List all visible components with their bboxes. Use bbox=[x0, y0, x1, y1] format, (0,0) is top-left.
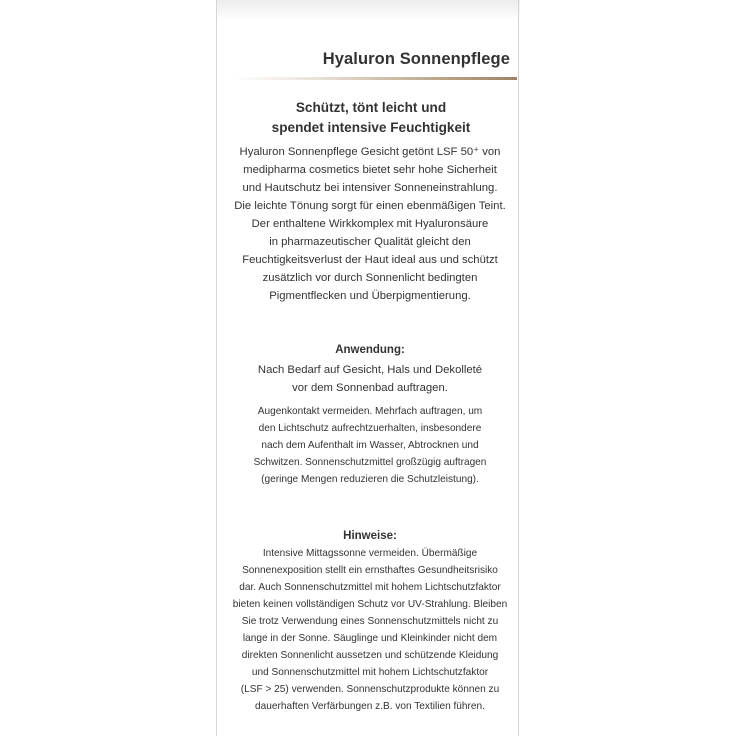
box-edge-left bbox=[216, 0, 217, 736]
notes-text bbox=[222, 545, 518, 715]
notes-heading: Hinweise: bbox=[343, 530, 397, 542]
caution-line: den Lichtschutz aufrechtzuerhalten, insbesondere bbox=[258, 423, 482, 434]
usage-line: Nach Bedarf auf Gesicht, Hals und Dekolleté bbox=[257, 364, 483, 376]
notes-line: Intensive Mittagssonne vermeiden. Übermäßige bbox=[262, 548, 478, 559]
subtitle-line: Schützt, tönt leicht und bbox=[295, 100, 447, 115]
description-line: zusätzlich vor durch Sonnenlicht bedingten bbox=[262, 272, 478, 284]
caution-line: Schwitzen. Sonnenschutzmittel großzügig auftragen bbox=[253, 457, 487, 468]
description-line: Pigmentflecken und Überpigmentierung. bbox=[269, 290, 471, 302]
caution-text bbox=[222, 403, 518, 488]
description-line: in pharmazeutischer Qualität gleicht den bbox=[269, 236, 471, 248]
notes-line: (LSF > 25) verwenden. Sonnenschutzprodukte können zu bbox=[240, 684, 500, 695]
notes-line: direkten Sonnenlicht aussetzen und schützende Kleidung bbox=[241, 650, 499, 661]
box-edge-right bbox=[518, 0, 519, 736]
title-divider bbox=[234, 77, 517, 80]
subtitle-line: spendet intensive Feuchtigkeit bbox=[271, 120, 471, 135]
description-line: medipharma cosmetics bietet sehr hohe Sicherheit bbox=[243, 164, 497, 176]
caution-line: (geringe Mengen reduzieren die Schutzleistung). bbox=[261, 474, 479, 485]
description-line: Feuchtigkeitsverlust der Haut ideal aus und schützt bbox=[242, 254, 498, 266]
product-description bbox=[222, 143, 518, 305]
product-subtitle bbox=[226, 98, 516, 138]
notes-line: lange in der Sonne. Säuglinge und Kleinkinder nicht dem bbox=[242, 633, 498, 644]
notes-line: Sonnenexposition stellt ein ernsthaftes Gesundheitsrisiko bbox=[242, 565, 498, 576]
notes-line: und Sonnenschutzmittel mit hohem Lichtschutzfaktor bbox=[251, 667, 489, 678]
notes-line: dauerhaften Verfärbungen z.B. von Textilien führen. bbox=[255, 701, 485, 712]
description-line: und Hautschutz bei intensiver Sonneneinstrahlung. bbox=[242, 182, 498, 194]
notes-line: Sie trotz Verwendung eines Sonnenschutzmittels nicht zu bbox=[241, 616, 499, 627]
usage-heading: Anwendung: bbox=[335, 344, 405, 356]
product-title: Hyaluron Sonnenpflege bbox=[322, 50, 510, 68]
description-line: Hyaluron Sonnenpflege Gesicht getönt LSF 50⁺ von bbox=[239, 146, 501, 158]
description-line: Der enthaltene Wirkkomplex mit Hyaluronsäure bbox=[251, 218, 489, 230]
caution-line: Augenkontakt vermeiden. Mehrfach auftragen, um bbox=[257, 406, 483, 417]
description-line: Die leichte Tönung sorgt für einen ebenmäßigen Teint. bbox=[234, 200, 506, 212]
usage-line: vor dem Sonnenbad auftragen. bbox=[292, 382, 448, 394]
box-top-shadow bbox=[216, 0, 520, 20]
notes-line: bieten keinen vollständigen Schutz vor UV-Strahlung. Bleiben bbox=[232, 599, 508, 610]
usage-text bbox=[222, 361, 518, 397]
caution-line: nach dem Aufenthalt im Wasser, Abtrocknen und bbox=[261, 440, 479, 451]
notes-line: dar. Auch Sonnenschutzmittel mit hohem Lichtschutzfaktor bbox=[239, 582, 501, 593]
